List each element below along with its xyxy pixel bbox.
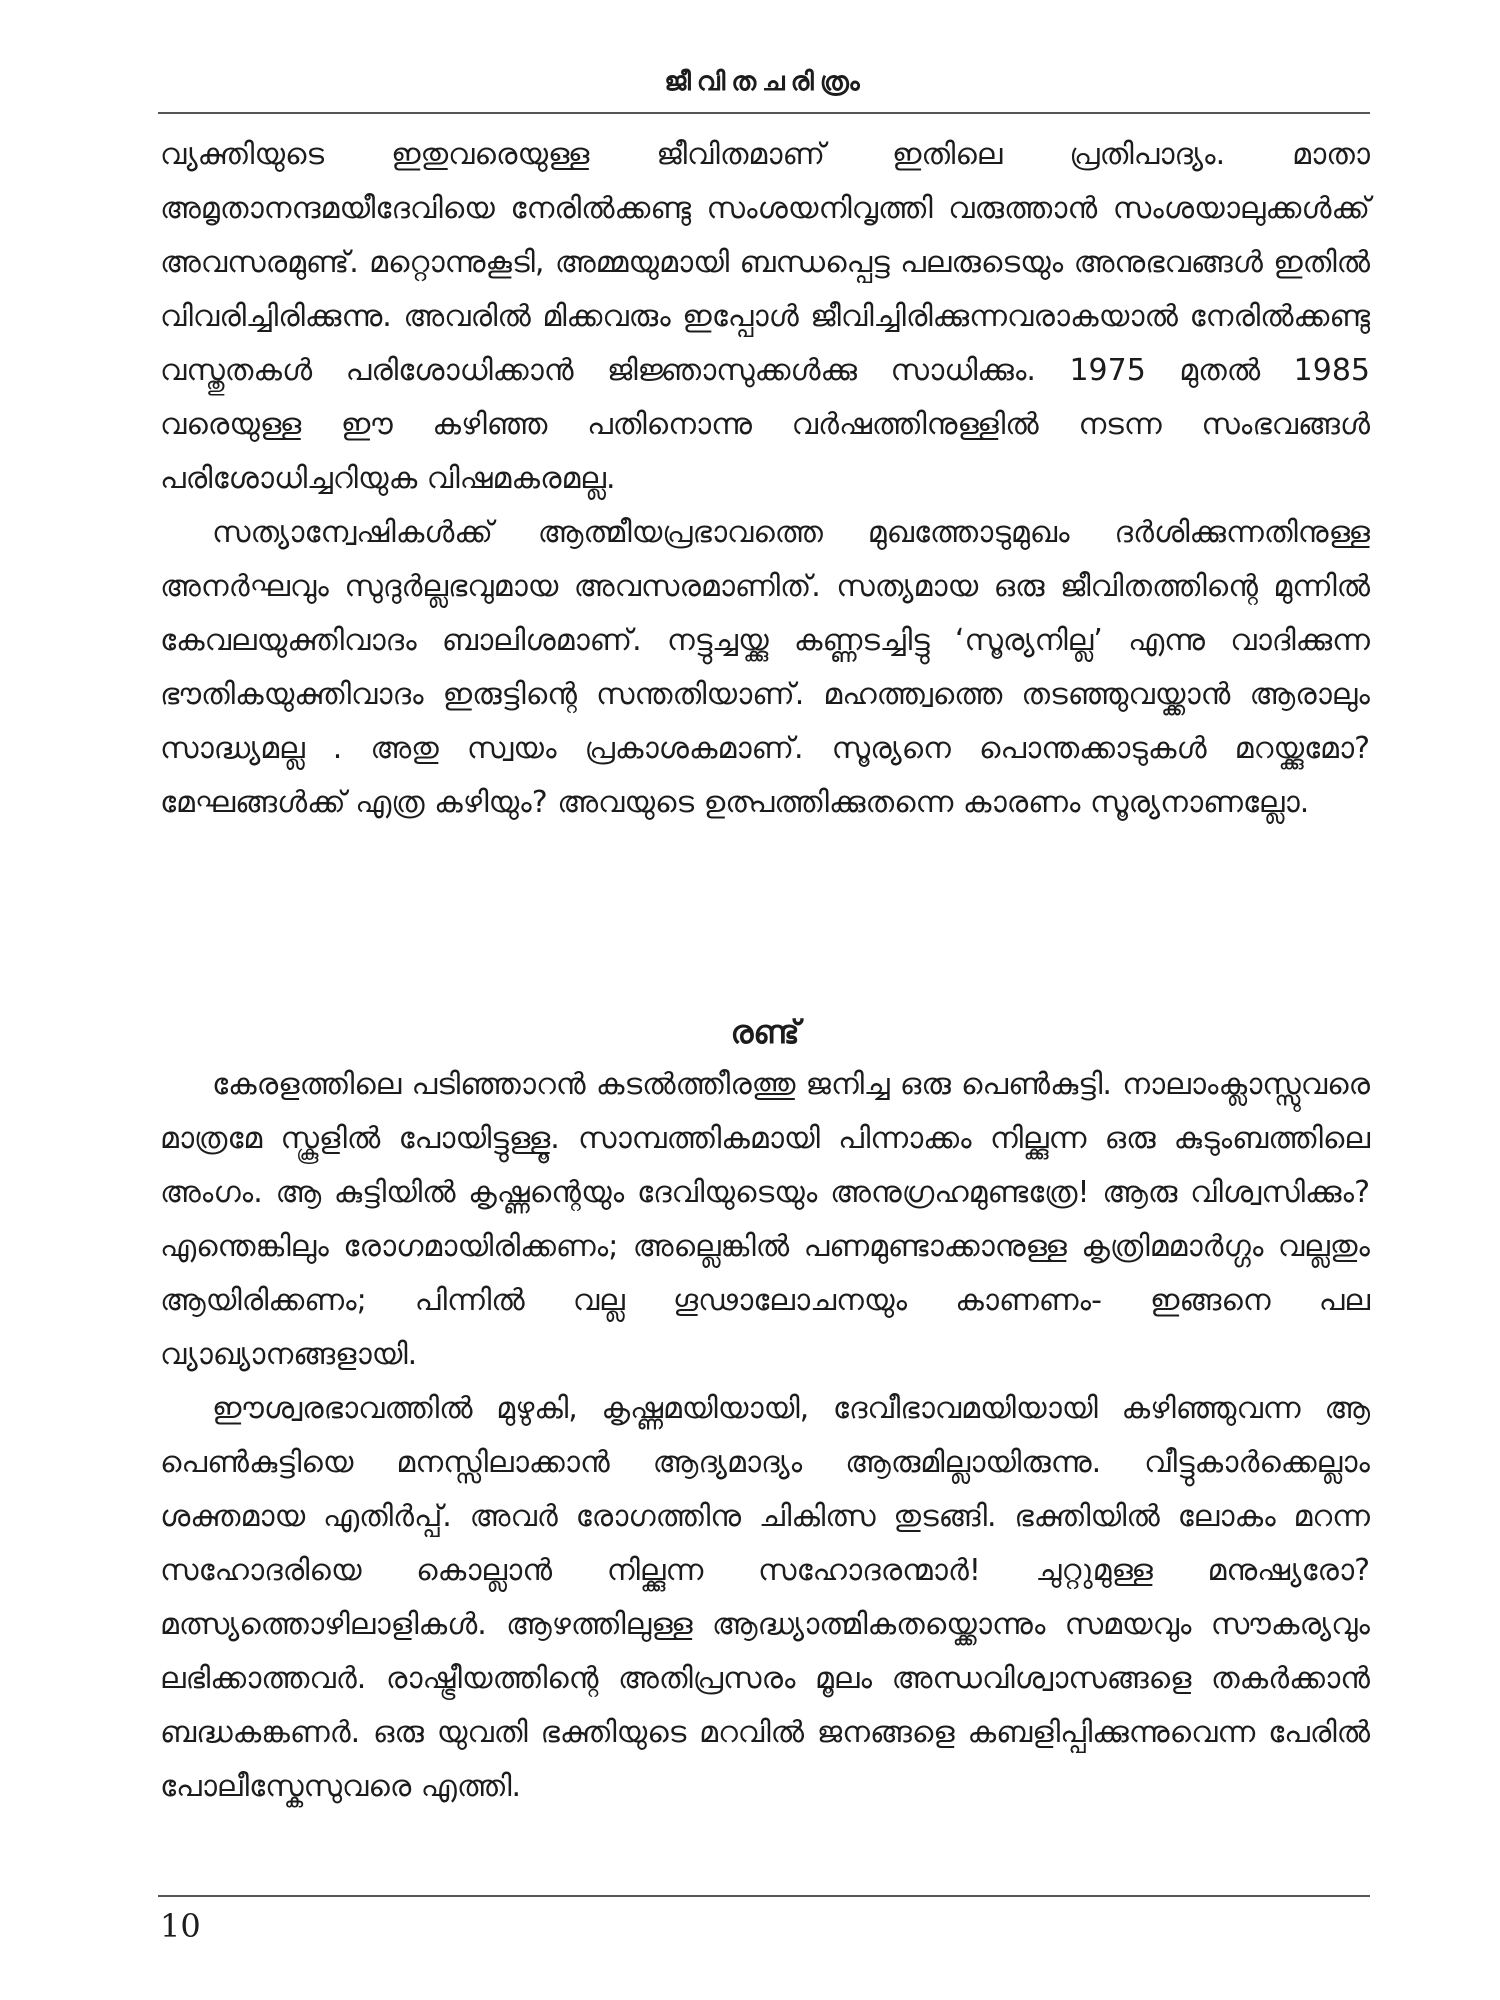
header-rule <box>158 112 1370 114</box>
running-title: ജീവിതചരിത്രം <box>664 67 866 97</box>
section-two-text <box>160 1058 1370 1814</box>
section-heading: രണ്ട് <box>730 1013 800 1051</box>
footer-rule <box>158 1895 1370 1897</box>
paragraph: കേരളത്തിലെ പടിഞ്ഞാറൻ കടൽത്തീരത്തു ജനിച്ച ഒരു പെൺകുട്ടി. നാലാംക്ലാസ്സുവരെ മാത്രമേ സ്കൂളിൽ പോയിട്ടുള്ളൂ. സാമ്പത്തികമായി പിന്നാക്കം നില്ക്കുന്ന ഒരു കുടുംബത്തിലെ അംഗം. ആ കുട്ടിയിൽ കൃഷ്ണന്റെയും ദേവിയുടെയും അനുഗ്രഹമുണ്ടത്രേ! ആരു വിശ്വസിക്കും? എന്തെങ്കിലും രോഗമായിരിക്കണം; അല്ലെങ്കിൽ പണമുണ്ടാക്കാനുള്ള കൃത്രിമമാർഗ്ഗം വല്ലതും ആയിരിക്കണം; പിന്നിൽ വല്ല ഗൂഢാലോചനയും കാണണം- ഇങ്ങനെ പല വ്യാഖ്യാനങ്ങളായി. <box>160 1067 1370 1372</box>
section-one-text <box>160 128 1370 830</box>
paragraph: സത്യാന്വേഷികൾക്ക് ആത്മീയപ്രഭാവത്തെ മുഖത്തോടുമുഖം ദർശിക്കുന്നതിനുള്ള അനർഘവും സുദുർല്ലഭവുമായ അവസരമാണിത്. സത്യമായ ഒരു ജീവിതത്തിന്റെ മുന്നിൽ കേവലയുക്തിവാദം ബാലിശമാണ്. നട്ടുച്ചയ്ക്കു കണ്ണടച്ചിട്ടു ‘സൂര്യനില്ല’ എന്നു വാദിക്കുന്ന ഭൗതികയുക്തിവാദം ഇരുട്ടിന്റെ സന്തതിയാണ്. മഹത്ത്വത്തെ തടഞ്ഞുവയ്ക്കാൻ ആരാലും സാദ്ധ്യമല്ല . അതു സ്വയം പ്രകാശകമാണ്. സൂര്യനെ പൊന്തക്കാടുകൾ മറയ്ക്കുമോ? മേഘങ്ങൾക്ക് എത്ര കഴിയും? അവയുടെ ഉത്പത്തിക്കുതന്നെ കാരണം സൂര്യനാണല്ലോ. <box>160 515 1370 820</box>
paragraph: വ്യക്തിയുടെ ഇതുവരെയുള്ള ജീവിതമാണ് ഇതിലെ പ്രതിപാദ്യം. മാതാ അമൃതാനന്ദമയീദേവിയെ നേരിൽക്കണ്ടു സംശയനിവൃത്തി വരുത്താൻ സംശയാലുക്കൾക്ക് അവസരമുണ്ട്. മറ്റൊന്നുകൂടി, അമ്മയുമായി ബന്ധപ്പെട്ട പലരുടെയും അനുഭവങ്ങൾ ഇതിൽ വിവരിച്ചിരിക്കുന്നു. അവരിൽ മിക്കവരും ഇപ്പോൾ ജീവിച്ചിരിക്കുന്നവരാകയാൽ നേരിൽക്കണ്ടു വസ്തുതകൾ പരിശോധിക്കാൻ ജിജ്ഞാസുക്കൾക്കു സാധിക്കും. 1975 മുതൽ 1985 വരെയുള്ള ഈ കഴിഞ്ഞ പതിനൊന്നു വർഷത്തിനുള്ളിൽ നടന്ന സംഭവങ്ങൾ പരിശോധിച്ചറിയുക വിഷമകരമല്ല. <box>160 137 1370 496</box>
page-number: 10 <box>160 1907 201 1945</box>
paragraph: ഈശ്വരഭാവത്തിൽ മുഴുകി, കൃഷ്ണമയിയായി, ദേവീഭാവമയിയായി കഴിഞ്ഞുവന്ന ആ പെൺകുട്ടിയെ മനസ്സിലാക്കാൻ ആദ്യമാദ്യം ആരുമില്ലായിരുന്നു. വീട്ടുകാർക്കെല്ലാം ശക്തമായ എതിർപ്പ്. അവർ രോഗത്തിനു ചികിത്സ തുടങ്ങി. ഭക്തിയിൽ ലോകം മറന്ന സഹോദരിയെ കൊല്ലാൻ നില്ക്കുന്ന സഹോദരന്മാർ! ചുറ്റുമുള്ള മനുഷ്യരോ? മത്സ്യത്തൊഴിലാളികൾ. ആഴത്തിലുള്ള ആദ്ധ്യാത്മികതയ്ക്കൊന്നും സമയവും സൗകര്യവും ലഭിക്കാത്തവർ. രാഷ്ട്രീയത്തിന്റെ അതിപ്രസരം മൂലം അന്ധവിശ്വാസങ്ങളെ തകർക്കാൻ ബദ്ധകങ്കണർ. ഒരു യുവതി ഭക്തിയുടെ മറവിൽ ജനങ്ങളെ കബളിപ്പിക്കുന്നുവെന്ന പേരിൽ പോലീസ്കേസുവരെ എത്തി. <box>160 1391 1370 1804</box>
